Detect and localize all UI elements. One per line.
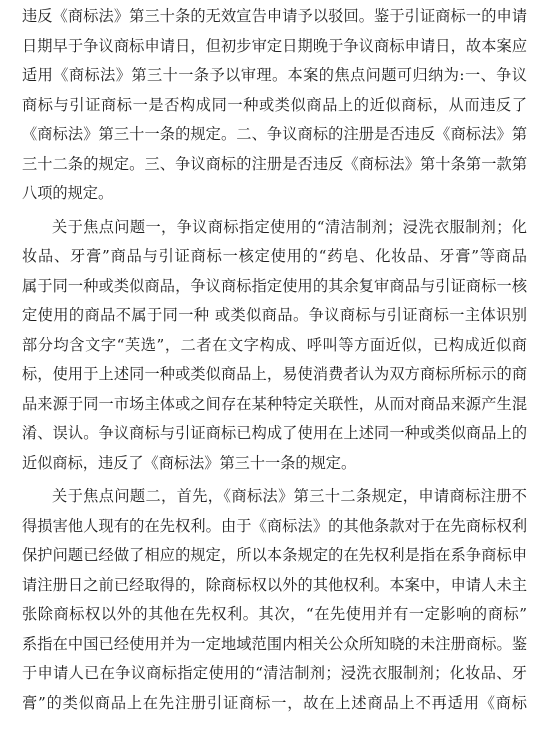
text-line: 标，使用于上述同一种或类似商品上，易使消费者认为双方商标所标示的商 — [22, 365, 527, 383]
text-line: 张除商标权以外的其他在先权利。其次，“在先使用并有一定影响的商标” — [22, 605, 527, 623]
text-line: 定使用的商品不属于同一种 或类似商品。争议商标与引证商标一主体识别 — [22, 306, 527, 324]
text-line: 关于焦点问题一，争议商标指定使用的“清洁制剂；浸洗衣服制剂；化 — [52, 217, 527, 236]
text-line: 《商标法》第三十一条的规定。二、争议商标的注册是否违反《商标法》第 — [22, 125, 527, 143]
text-line: 属于同一种或类似商品，争议商标指定使用的其余复审商品与引证商标一核 — [22, 276, 527, 295]
text-line: 商标与引证商标一是否构成同一种或类似商品上的近似商标，从而违反了 — [22, 95, 527, 114]
text-line: 近似商标，违反了《商标法》第三十一条的规定。 — [22, 453, 357, 472]
text-line: 三十二条的规定。三、争议商标的注册是否违反《商标法》第十条第一款第 — [22, 154, 527, 173]
paragraph-3 — [22, 482, 527, 718]
paragraph-2 — [22, 213, 527, 479]
text-line: 保护问题已经做了相应的规定，所以本条规定的在先权利是指在系争商标申 — [22, 546, 527, 564]
text-line: 系指在中国已经使用并为一定地域范围内相关公众所知晓的未注册商标。鉴 — [22, 634, 527, 653]
text-line: 品来源于同一市场主体或之间存在某种特定关联性，从而对商品来源产生混 — [22, 394, 527, 413]
text-line: 日期早于争议商标申请日，但初步审定日期晚于争议商标申请日，故本案应 — [22, 36, 527, 55]
paragraph-1 — [22, 2, 527, 209]
text-line: 适用《商标法》第三十一条予以审理。本案的焦点问题可归纳为:一、争议 — [22, 66, 527, 84]
text-line: 请注册日之前已经取得的，除商标权以外的其他权利。本案中，申请人未主 — [22, 575, 527, 594]
text-line: 得损害他人现有的在先权利。由于《商标法》的其他条款对于在先商标权利 — [22, 516, 527, 535]
text-line: 关于焦点问题二，首先，《商标法》第三十二条规定，申请商标注册不 — [52, 487, 527, 505]
document-page — [22, 2, 527, 718]
text-line: 于申请人已在争议商标指定使用的“清洁制剂；浸洗衣服制剂；化妆品、牙 — [22, 664, 527, 682]
text-line: 部分均含文字“芙选”，二者在文字构成、呼叫等方面近似，已构成近似商 — [22, 335, 527, 354]
text-line: 淆、误认。争议商标与引证商标已构成了使用在上述同一种或类似商品上的 — [22, 424, 527, 442]
text-line: 违反《商标法》第三十条的无效宣告申请予以驳回。鉴于引证商标一的申请 — [22, 7, 527, 25]
text-line: 膏”的类似商品上在先注册引证商标一，故在上述商品上不再适用《商标 — [22, 693, 527, 712]
text-line: 妆品、牙膏”商品与引证商标一核定使用的“药皂、化妆品、牙膏”等商品 — [22, 247, 527, 265]
text-line: 八项的规定。 — [22, 184, 114, 202]
